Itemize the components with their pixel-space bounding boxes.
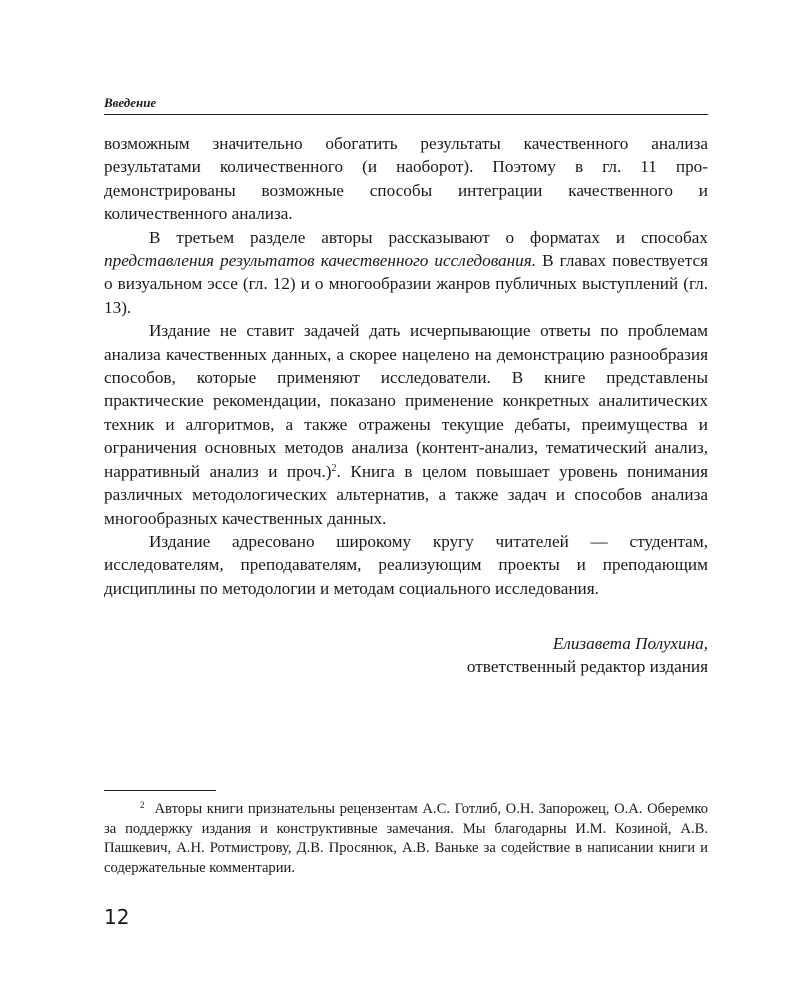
signature-role: ответственный редактор издания (466, 657, 708, 677)
paragraph-text: В главах повествуется о визуальном эссе (гл. 12) и о многообразии жанров публичных выступлений (гл. 13). (104, 251, 708, 317)
footnote (104, 800, 708, 878)
paragraph-text: . Книга в целом повышает уровень понимания различных методологических альтернатив, а также задач и способов анализа многообразных качественных данных. (104, 461, 708, 528)
footnote-divider (104, 790, 216, 791)
paragraph-edition-goals (104, 319, 708, 530)
signature-block (104, 632, 708, 679)
page-number: 12 (104, 905, 130, 929)
footnote-reference[interactable]: 2 (331, 462, 337, 474)
footnote-mark: 2 (140, 800, 145, 810)
paragraph-audience: Издание адресовано широкому кругу читателей — студентам, исследователям, преподавателям, реализующим проекты и преподающим дисциплины по методологии и методам социального исследования. (104, 531, 708, 598)
paragraph-text: Издание не ставит задачей дать исчерпывающие ответы по проблемам анализа качественных данных, а скорее нацелено на демонстрацию разнообразия способов, которые применяют исследователи. В книге представлены практические рекомендации, показано применение конкретных аналитических техник и алгоритмов, а также отражены текущие дебаты, преимущества и ограничения основных методов анализа (контент-анализ, тематический анализ, нарративный анализ и проч.) (104, 321, 708, 481)
signature-name: Елизавета Полухина, (552, 634, 708, 653)
footnote-text: Авторы книги признательны рецензентам А.С. Готлиб, О.Н. Запорожец, О.А. Оберемко за поддержку издания и конструктивные замечания. Мы благодарны И.М. Козиной, А.В. Пашкевич, А.Н. Ротмистрову, Д.В. Просянюк, А.В. Ваньке за содействие в написании книги и содержательные комментарии. (104, 801, 708, 876)
paragraph-text: В третьем разделе авторы рассказывают о форматах и способах (149, 227, 708, 247)
body-text (104, 132, 708, 600)
running-head: Введение (104, 95, 708, 115)
paragraph-continuation: возможным значительно обогатить результаты качественного анализа результатами количественного (и наоборот). Поэтому в гл. 11 продемонстрированы возможные способы интеграции качественного и количественного анализа. (104, 134, 708, 224)
paragraph-third-section (104, 226, 708, 320)
italic-emphasis: представления результатов качественного исследования. (104, 251, 537, 271)
